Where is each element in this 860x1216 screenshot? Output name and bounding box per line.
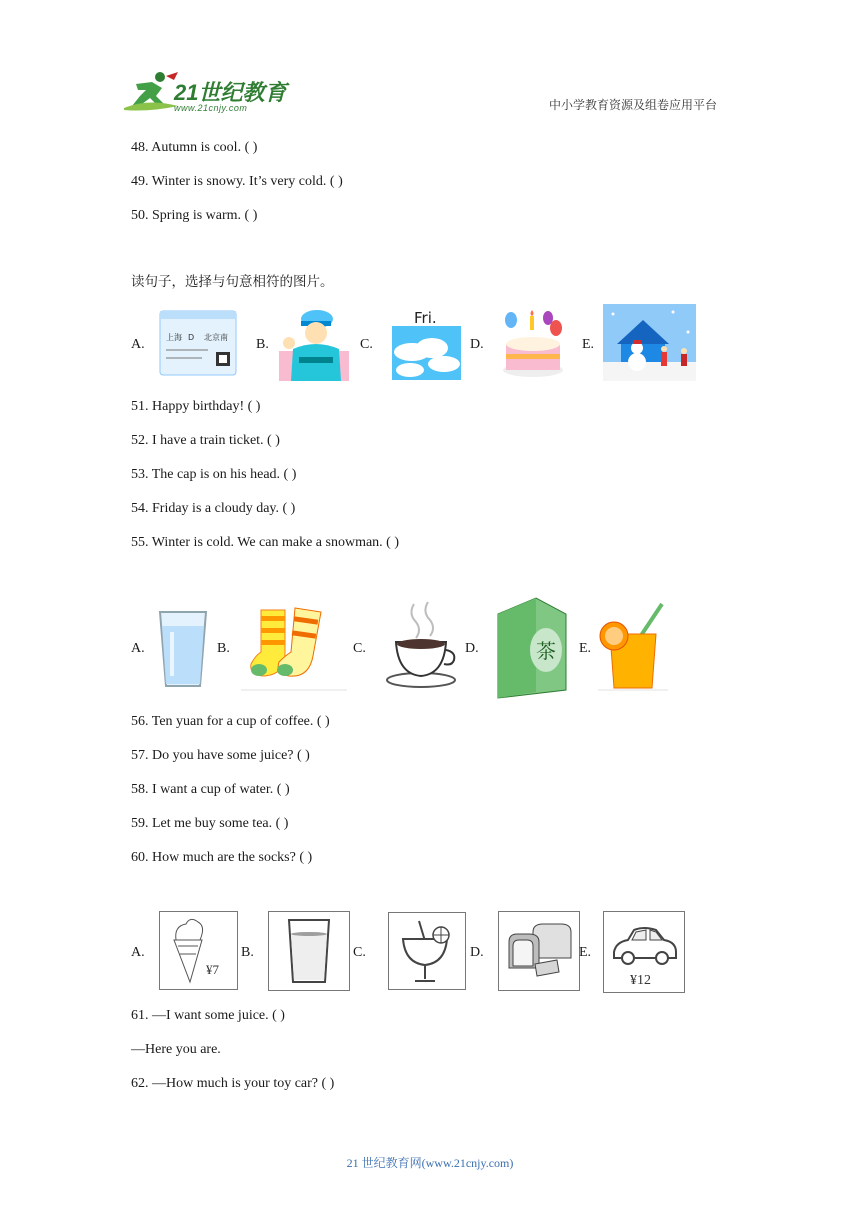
- cup-of-coffee-image: [384, 600, 458, 692]
- logo-url: www.21cnjy.com: [174, 103, 248, 113]
- question-number: 52.: [131, 433, 149, 448]
- question-text: Spring is warm. ( ): [152, 208, 258, 223]
- fri-label-text: Fri.: [414, 309, 437, 327]
- question-60: [131, 849, 312, 867]
- option-b-label: B.: [217, 641, 230, 656]
- answer-text: —Here you are.: [131, 1042, 221, 1057]
- header-logo: [122, 70, 292, 116]
- train-ticket-image: [158, 308, 238, 378]
- question-text: Friday is a cloudy day. ( ): [152, 501, 296, 516]
- question-number: 61.: [131, 1008, 149, 1023]
- question-56: [131, 713, 330, 731]
- option-e-label: E.: [579, 641, 592, 656]
- toy-car-image: [603, 911, 685, 993]
- instruction-text: 读句子，选择与句意相符的图片。: [131, 274, 334, 290]
- option-d-label: D.: [470, 945, 484, 960]
- bread-image: [498, 911, 580, 991]
- question-number: 56.: [131, 714, 149, 729]
- question-text: Do you have some juice? ( ): [152, 748, 310, 763]
- option-c-label: C.: [353, 641, 366, 656]
- question-text: How much are the socks? ( ): [152, 850, 313, 865]
- question-number: 59.: [131, 816, 149, 831]
- tea-bag-image: [490, 592, 572, 702]
- question-text: Happy birthday! ( ): [152, 399, 261, 414]
- question-text: Ten yuan for a cup of coffee. ( ): [151, 714, 330, 729]
- question-number: 48.: [131, 140, 149, 155]
- question-number: 49.: [131, 174, 149, 189]
- question-text: —How much is your toy car? ( ): [152, 1076, 335, 1091]
- glass-of-water-image: [156, 608, 210, 690]
- friday-cloudy-image: [392, 308, 461, 380]
- question-text: Winter is cold. We can make a snowman. ( ): [151, 535, 399, 550]
- option-b-label: B.: [256, 337, 269, 352]
- option-a-label: A.: [131, 641, 145, 656]
- socks-image: [241, 606, 347, 692]
- option-c-label: C.: [353, 945, 366, 960]
- question-57: [131, 747, 310, 765]
- birthday-cake-image: [498, 306, 568, 380]
- option-d-label: D.: [465, 641, 479, 656]
- question-number: 55.: [131, 535, 149, 550]
- question-50: [131, 207, 257, 225]
- option-e-label: E.: [582, 337, 595, 352]
- option-b-label: B.: [241, 945, 254, 960]
- ticket-to-text: 北京南: [204, 333, 228, 342]
- question-61: [131, 1007, 285, 1025]
- ice-cream-price-text: ¥7: [206, 962, 219, 977]
- question-number: 54.: [131, 501, 149, 516]
- question-58: [131, 781, 290, 799]
- question-52: [131, 432, 280, 450]
- question-number: 57.: [131, 748, 149, 763]
- question-number: 60.: [131, 850, 149, 865]
- car-price-text: ¥12: [630, 973, 651, 988]
- ticket-from-text: 上海: [166, 333, 182, 342]
- footer-text: 21 世纪教育网(www.21cnjy.com): [346, 1156, 514, 1170]
- question-text: Winter is snowy. It’s very cold. ( ): [151, 174, 343, 189]
- question-text: The cap is on his head. ( ): [151, 467, 297, 482]
- option-c-label: C.: [360, 337, 373, 352]
- question-62: [131, 1075, 334, 1093]
- question-text: —I want some juice. ( ): [152, 1008, 285, 1023]
- question-number: 62.: [131, 1076, 149, 1091]
- snowman-winter-image: [603, 304, 696, 381]
- answer-line: [131, 1041, 221, 1059]
- option-e-label: E.: [579, 945, 592, 960]
- juice-glass-image: [388, 912, 466, 990]
- question-48: [131, 139, 257, 157]
- question-number: 51.: [131, 399, 149, 414]
- tea-char-text: 茶: [536, 639, 556, 663]
- ice-cream-image: [159, 911, 238, 990]
- question-53: [131, 466, 296, 484]
- option-a-label: A.: [131, 337, 145, 352]
- question-55: [131, 534, 399, 552]
- boy-with-cap-image: [279, 305, 349, 381]
- logo-text: 21世纪教育: [174, 80, 287, 105]
- empty-glass-image: [268, 911, 350, 991]
- question-number: 53.: [131, 467, 149, 482]
- question-49: [131, 173, 343, 191]
- question-text: I want a cup of water. ( ): [152, 782, 290, 797]
- question-text: I have a train ticket. ( ): [152, 433, 280, 448]
- header-platform-text: 中小学教育资源及组卷应用平台: [549, 98, 718, 112]
- ticket-train-text: D: [188, 333, 195, 342]
- question-51: [131, 398, 260, 416]
- option-d-label: D.: [470, 337, 484, 352]
- question-text: Let me buy some tea. ( ): [152, 816, 289, 831]
- question-59: [131, 815, 288, 833]
- orange-juice-image: [598, 600, 668, 692]
- option-a-label: A.: [131, 945, 145, 960]
- question-number: 50.: [131, 208, 149, 223]
- question-text: Autumn is cool. ( ): [151, 140, 258, 155]
- runner-logo-icon: [122, 70, 180, 114]
- question-number: 58.: [131, 782, 149, 797]
- question-54: [131, 500, 295, 518]
